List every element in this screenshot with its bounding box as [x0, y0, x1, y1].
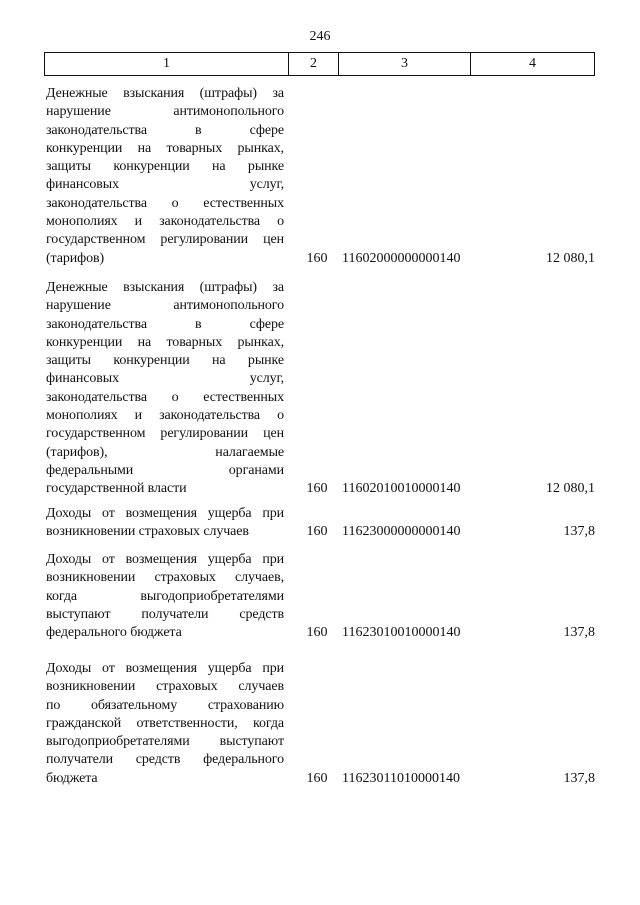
description-line: финансовых услуг, [46, 371, 284, 387]
description-line: Доходы от возмещения ущерба при [46, 506, 284, 521]
row-description [46, 660, 284, 788]
row-code: 160 [306, 524, 328, 540]
description-line: (тарифов), налагаемые [46, 444, 284, 460]
description-line: государственной власти [46, 481, 187, 497]
description-line: законодательства о естественных [46, 389, 284, 405]
description-line: конкуренции на товарных рынках, [46, 140, 284, 156]
row-amount: 137,8 [563, 524, 595, 540]
description-line: федеральными органами [46, 462, 284, 478]
description-line: законодательства в сфере [46, 122, 284, 138]
description-line: возникновении страховых случаев, [46, 570, 284, 586]
description-line: Доходы от возмещения ущерба при [46, 552, 284, 567]
row-description [46, 551, 284, 642]
row-description [46, 505, 284, 542]
header-col-2: 2 [289, 53, 339, 75]
row-classification-code: 11602010010000140 [342, 481, 461, 497]
row-description [46, 279, 284, 499]
page-number: 246 [309, 29, 331, 44]
table-header [44, 52, 595, 76]
description-line: когда выгодоприобретателями [46, 588, 284, 604]
description-line: гражданской ответственности, когда [46, 715, 284, 731]
row-code: 160 [306, 481, 328, 497]
description-line: нарушение антимонопольного [46, 104, 284, 120]
description-line: защиты конкуренции на рынке [46, 159, 284, 175]
row-classification-code: 11623011010000140 [342, 770, 460, 786]
description-line: конкуренции на товарных рынках, [46, 334, 284, 350]
description-line: бюджета [46, 770, 98, 786]
row-classification-code: 11623000000000140 [342, 524, 461, 540]
description-line: законодательства в сфере [46, 316, 284, 332]
row-amount: 12 080,1 [546, 481, 595, 497]
row-code: 160 [306, 625, 328, 641]
row-classification-code: 11602000000000140 [342, 250, 461, 266]
description-line: (тарифов) [46, 250, 105, 266]
row-code: 160 [306, 250, 328, 266]
row-classification-code: 11623010010000140 [342, 625, 461, 641]
description-line: законодательства о естественных [46, 195, 284, 211]
row-description [46, 85, 284, 268]
description-line: государственном регулировании цен [46, 426, 284, 442]
description-line: финансовых услуг, [46, 177, 284, 193]
description-line: выгодоприобретателями выступают [46, 734, 284, 750]
row-amount: 12 080,1 [546, 250, 595, 266]
description-line: по обязательному страхованию [46, 697, 284, 713]
description-line: Доходы от возмещения ущерба при [46, 661, 284, 676]
description-line: государственном регулировании цен [46, 232, 284, 248]
description-line: защиты конкуренции на рынке [46, 353, 284, 369]
description-line: монополиях и законодательства о [46, 214, 284, 230]
header-col-1: 1 [45, 53, 289, 75]
header-col-4: 4 [529, 56, 536, 71]
row-amount: 137,8 [563, 770, 595, 786]
description-line: получатели средств федерального [46, 752, 284, 768]
description-line: нарушение антимонопольного [46, 298, 284, 314]
description-line: федерального бюджета [46, 625, 182, 641]
description-line: возникновении страховых случаев [46, 679, 284, 695]
description-line: Денежные взыскания (штрафы) за [46, 280, 284, 295]
description-line: выступают получатели средств [46, 606, 284, 622]
header-col-3: 3 [339, 53, 471, 75]
description-line: возникновении страховых случаев [46, 524, 249, 540]
row-code: 160 [306, 770, 328, 786]
row-amount: 137,8 [563, 625, 595, 641]
description-line: Денежные взыскания (штрафы) за [46, 86, 284, 101]
description-line: монополиях и законодательства о [46, 408, 284, 424]
